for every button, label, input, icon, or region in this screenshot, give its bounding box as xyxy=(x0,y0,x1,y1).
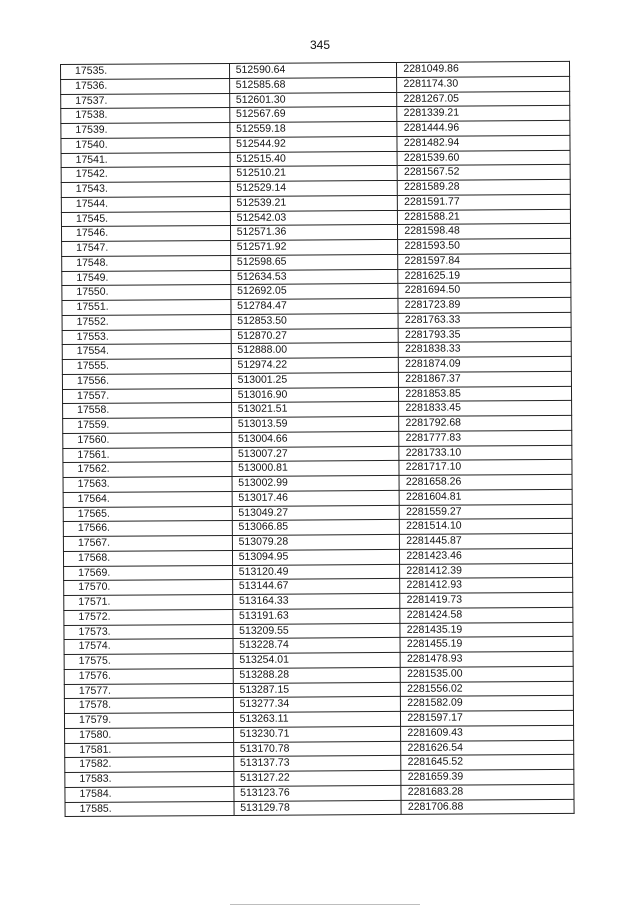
y-coordinate-cell: 2281838.33 xyxy=(399,342,572,358)
y-coordinate-cell: 2281793.35 xyxy=(398,327,571,343)
x-coordinate-cell: 513007.27 xyxy=(231,446,399,462)
x-coordinate-cell: 512515.40 xyxy=(230,151,398,167)
x-coordinate-cell: 513066.85 xyxy=(232,520,400,536)
y-coordinate-cell: 2281267.05 xyxy=(397,91,570,107)
y-coordinate-cell: 2281049.86 xyxy=(397,61,570,77)
serial-cell: 17574. xyxy=(64,639,233,655)
serial-cell: 17535. xyxy=(61,63,230,79)
x-coordinate-cell: 512571.36 xyxy=(230,225,398,241)
y-coordinate-cell: 2281598.48 xyxy=(398,224,571,240)
y-coordinate-cell: 2281777.83 xyxy=(399,430,572,446)
serial-cell: 17556. xyxy=(62,373,231,389)
x-coordinate-cell: 512870.27 xyxy=(231,328,399,344)
x-coordinate-cell: 513001.25 xyxy=(231,372,399,388)
y-coordinate-cell: 2281706.88 xyxy=(401,799,574,815)
serial-cell: 17576. xyxy=(64,668,233,684)
serial-cell: 17580. xyxy=(65,727,234,743)
serial-cell: 17563. xyxy=(63,476,232,492)
y-coordinate-cell: 2281445.87 xyxy=(400,533,573,549)
x-coordinate-cell: 513129.78 xyxy=(234,800,402,816)
y-coordinate-cell: 2281514.10 xyxy=(400,519,573,535)
y-coordinate-cell: 2281694.50 xyxy=(398,283,571,299)
x-coordinate-cell: 512585.68 xyxy=(229,77,397,93)
x-coordinate-cell: 513000.81 xyxy=(232,461,400,477)
serial-cell: 17578. xyxy=(64,698,233,714)
y-coordinate-cell: 2281591.77 xyxy=(398,194,571,210)
serial-cell: 17583. xyxy=(65,771,234,787)
y-coordinate-cell: 2281867.37 xyxy=(399,371,572,387)
page-number: 345 xyxy=(309,38,331,52)
serial-cell: 17537. xyxy=(61,93,230,109)
x-coordinate-cell: 513016.90 xyxy=(231,387,399,403)
y-coordinate-cell: 2281609.43 xyxy=(401,725,574,741)
x-coordinate-cell: 513228.74 xyxy=(233,638,401,654)
x-coordinate-cell: 512784.47 xyxy=(231,298,399,314)
x-coordinate-cell: 512539.21 xyxy=(230,195,398,211)
y-coordinate-cell: 2281535.00 xyxy=(401,666,574,682)
serial-cell: 17553. xyxy=(62,329,231,345)
serial-cell: 17581. xyxy=(65,742,234,758)
serial-cell: 17550. xyxy=(62,285,231,301)
serial-cell: 17569. xyxy=(64,565,233,581)
y-coordinate-cell: 2281683.28 xyxy=(401,784,574,800)
y-coordinate-cell: 2281539.60 xyxy=(397,150,570,166)
serial-cell: 17551. xyxy=(62,299,231,315)
x-coordinate-cell: 513144.67 xyxy=(232,579,400,595)
y-coordinate-cell: 2281626.54 xyxy=(401,740,574,756)
serial-cell: 17543. xyxy=(61,181,230,197)
x-coordinate-cell: 513170.78 xyxy=(233,741,401,757)
serial-cell: 17536. xyxy=(61,78,230,94)
x-coordinate-cell: 513094.95 xyxy=(232,549,400,565)
x-coordinate-cell: 513013.59 xyxy=(231,416,399,432)
x-coordinate-cell: 513123.76 xyxy=(234,785,402,801)
serial-cell: 17565. xyxy=(63,506,232,522)
serial-cell: 17545. xyxy=(61,211,230,227)
x-coordinate-cell: 513120.49 xyxy=(232,564,400,580)
y-coordinate-cell: 2281444.96 xyxy=(397,120,570,136)
y-coordinate-cell: 2281589.28 xyxy=(398,179,571,195)
coordinate-table xyxy=(60,61,575,817)
y-coordinate-cell: 2281645.52 xyxy=(401,755,574,771)
y-coordinate-cell: 2281556.02 xyxy=(401,681,574,697)
x-coordinate-cell: 513287.15 xyxy=(233,682,401,698)
x-coordinate-cell: 513021.51 xyxy=(231,402,399,418)
y-coordinate-cell: 2281423.46 xyxy=(400,548,573,564)
y-coordinate-cell: 2281597.17 xyxy=(401,710,574,726)
x-coordinate-cell: 512559.18 xyxy=(230,121,398,137)
x-coordinate-cell: 513230.71 xyxy=(233,726,401,742)
serial-cell: 17566. xyxy=(63,521,232,537)
y-coordinate-cell: 2281174.30 xyxy=(397,76,570,92)
y-coordinate-cell: 2281419.73 xyxy=(400,592,573,608)
x-coordinate-cell: 512601.30 xyxy=(229,92,397,108)
serial-cell: 17554. xyxy=(62,344,231,360)
serial-cell: 17538. xyxy=(61,108,230,124)
serial-cell: 17548. xyxy=(62,255,231,271)
serial-cell: 17567. xyxy=(63,535,232,551)
serial-cell: 17547. xyxy=(62,240,231,256)
serial-cell: 17562. xyxy=(63,462,232,478)
x-coordinate-cell: 512598.65 xyxy=(230,254,398,270)
serial-cell: 17570. xyxy=(64,580,233,596)
y-coordinate-cell: 2281874.09 xyxy=(399,356,572,372)
x-coordinate-cell: 512542.03 xyxy=(230,210,398,226)
y-coordinate-cell: 2281412.39 xyxy=(400,563,573,579)
y-coordinate-cell: 2281582.09 xyxy=(401,696,574,712)
serial-cell: 17573. xyxy=(64,624,233,640)
x-coordinate-cell: 513209.55 xyxy=(233,623,401,639)
serial-cell: 17539. xyxy=(61,122,230,138)
x-coordinate-cell: 513191.63 xyxy=(232,608,400,624)
x-coordinate-cell: 513263.11 xyxy=(233,711,401,727)
y-coordinate-cell: 2281853.85 xyxy=(399,386,572,402)
x-coordinate-cell: 513079.28 xyxy=(232,534,400,550)
y-coordinate-cell: 2281723.89 xyxy=(398,297,571,313)
serial-cell: 17582. xyxy=(65,757,234,773)
serial-cell: 17557. xyxy=(62,388,231,404)
x-coordinate-cell: 513288.28 xyxy=(233,667,401,683)
x-coordinate-cell: 512974.22 xyxy=(231,357,399,373)
x-coordinate-cell: 513254.01 xyxy=(233,652,401,668)
serial-cell: 17555. xyxy=(62,358,231,374)
serial-cell: 17561. xyxy=(63,447,232,463)
serial-cell: 17585. xyxy=(65,801,234,817)
serial-cell: 17584. xyxy=(65,786,234,802)
serial-cell: 17571. xyxy=(64,594,233,610)
x-coordinate-cell: 513164.33 xyxy=(232,593,400,609)
y-coordinate-cell: 2281733.10 xyxy=(399,445,572,461)
table-body xyxy=(61,61,575,816)
x-coordinate-cell: 513049.27 xyxy=(232,505,400,521)
y-coordinate-cell: 2281792.68 xyxy=(399,415,572,431)
y-coordinate-cell: 2281659.39 xyxy=(401,769,574,785)
x-coordinate-cell: 512529.14 xyxy=(230,180,398,196)
y-coordinate-cell: 2281482.94 xyxy=(397,135,570,151)
y-coordinate-cell: 2281658.26 xyxy=(399,474,572,490)
serial-cell: 17575. xyxy=(64,653,233,669)
y-coordinate-cell: 2281455.19 xyxy=(400,637,573,653)
serial-cell: 17558. xyxy=(63,403,232,419)
x-coordinate-cell: 512510.21 xyxy=(230,166,398,182)
y-coordinate-cell: 2281625.19 xyxy=(398,268,571,284)
x-coordinate-cell: 512590.64 xyxy=(229,62,397,78)
x-coordinate-cell: 513002.99 xyxy=(232,475,400,491)
serial-cell: 17560. xyxy=(63,432,232,448)
x-coordinate-cell: 513017.46 xyxy=(232,490,400,506)
x-coordinate-cell: 513277.34 xyxy=(233,697,401,713)
y-coordinate-cell: 2281593.50 xyxy=(398,238,571,254)
y-coordinate-cell: 2281478.93 xyxy=(400,651,573,667)
serial-cell: 17540. xyxy=(61,137,230,153)
serial-cell: 17568. xyxy=(63,550,232,566)
serial-cell: 17546. xyxy=(61,226,230,242)
x-coordinate-cell: 513137.73 xyxy=(233,756,401,772)
x-coordinate-cell: 512634.53 xyxy=(230,269,398,285)
y-coordinate-cell: 2281597.84 xyxy=(398,253,571,269)
x-coordinate-cell: 512571.92 xyxy=(230,239,398,255)
table-row xyxy=(65,799,574,817)
x-coordinate-cell: 512567.69 xyxy=(229,107,397,123)
serial-cell: 17559. xyxy=(63,417,232,433)
y-coordinate-cell: 2281588.21 xyxy=(398,209,571,225)
serial-cell: 17564. xyxy=(63,491,232,507)
y-coordinate-cell: 2281833.45 xyxy=(399,401,572,417)
serial-cell: 17541. xyxy=(61,152,230,168)
x-coordinate-cell: 512692.05 xyxy=(231,284,399,300)
x-coordinate-cell: 512544.92 xyxy=(230,136,398,152)
serial-cell: 17579. xyxy=(64,712,233,728)
serial-cell: 17577. xyxy=(64,683,233,699)
serial-cell: 17544. xyxy=(61,196,230,212)
y-coordinate-cell: 2281717.10 xyxy=(399,460,572,476)
x-coordinate-cell: 513004.66 xyxy=(231,431,399,447)
y-coordinate-cell: 2281424.58 xyxy=(400,607,573,623)
serial-cell: 17549. xyxy=(62,270,231,286)
y-coordinate-cell: 2281339.21 xyxy=(397,106,570,122)
y-coordinate-cell: 2281412.93 xyxy=(400,578,573,594)
y-coordinate-cell: 2281763.33 xyxy=(398,312,571,328)
x-coordinate-cell: 512853.50 xyxy=(231,313,399,329)
serial-cell: 17552. xyxy=(62,314,231,330)
y-coordinate-cell: 2281567.52 xyxy=(397,165,570,181)
y-coordinate-cell: 2281435.19 xyxy=(400,622,573,638)
x-coordinate-cell: 512888.00 xyxy=(231,343,399,359)
x-coordinate-cell: 513127.22 xyxy=(233,770,401,786)
y-coordinate-cell: 2281604.81 xyxy=(399,489,572,505)
serial-cell: 17542. xyxy=(61,167,230,183)
y-coordinate-cell: 2281559.27 xyxy=(400,504,573,520)
serial-cell: 17572. xyxy=(64,609,233,625)
